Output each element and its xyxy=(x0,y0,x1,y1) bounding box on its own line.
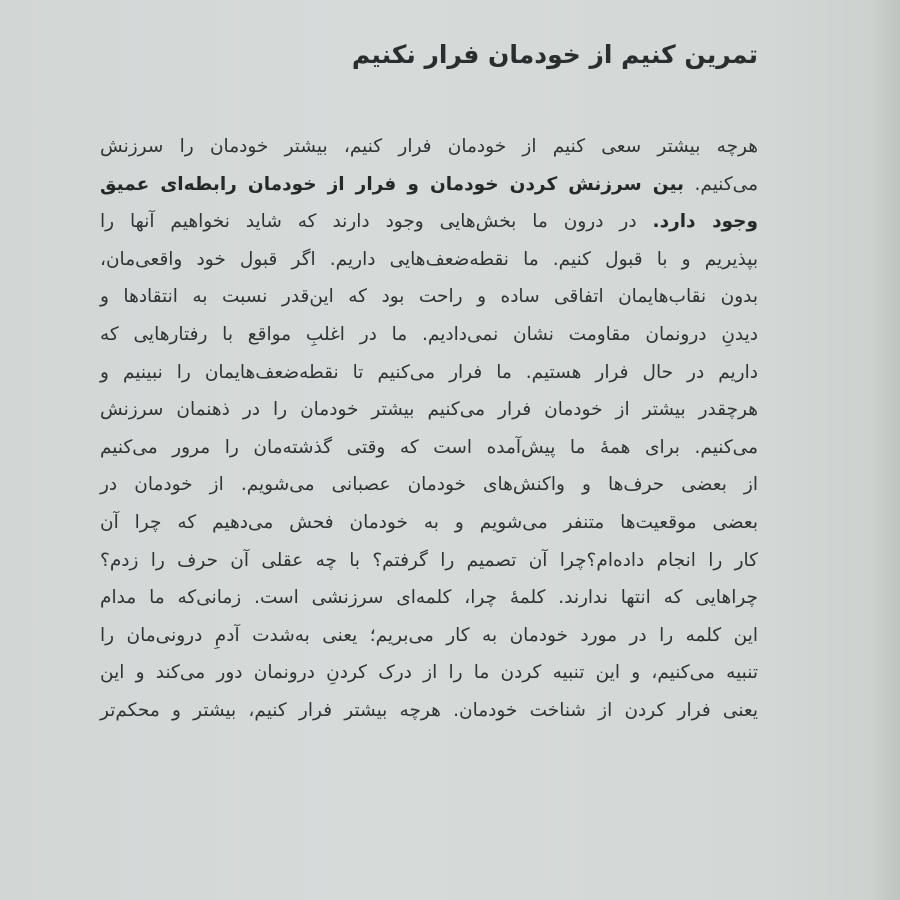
text-line: می‌کنیم. بین سرزنش کردن خودمان و فرار از خودمان رابطه‌ای عمیق xyxy=(100,173,758,195)
text-line: بدون نقاب‌هایمان اتفاقی ساده و راحت بود که این‌قدر نسبت به انتقادها و xyxy=(100,286,758,308)
text-line: داریم در حال فرار هستیم. ما فرار می‌کنیم تا نقطه‌ضعف‌هایمان را نبینیم و xyxy=(100,361,758,383)
text-line: بعضی موقعیت‌ها متنفر می‌شویم و به خودمان فحش می‌دهیم که چرا آن xyxy=(100,511,758,533)
text-line: این کلمه را در مورد خودمان به کار می‌بریم؛ یعنی به‌شدت آدمِ درونی‌مان را xyxy=(100,624,758,646)
page-edge-shadow xyxy=(870,0,900,900)
text-line: کار را انجام داده‌ام؟چرا آن تصمیم را گرفتم؟ با چه عقلی آن حرف را زدم؟ xyxy=(100,549,758,571)
section-title: تمرین کنیم از خودمان فرار نکنیم xyxy=(351,40,758,69)
text-line: یعنی فرار کردن از شناخت خودمان. هرچه بیشتر فرار کنیم، بیشتر و محکم‌تر xyxy=(100,699,758,721)
body-paragraph xyxy=(100,128,758,730)
text-line: وجود دارد. در درون ما بخش‌هایی وجود دارند که شاید نخواهیم آنها را xyxy=(100,211,758,233)
bold-sentence-end: وجود دارد. xyxy=(652,211,758,233)
text-line: هرچقدر بیشتر از خودمان فرار می‌کنیم بیشتر خودمان را در ذهنمان سرزنش xyxy=(100,399,758,421)
text-line: هرچه بیشتر سعی کنیم از خودمان فرار کنیم، بیشتر خودمان را سرزنش xyxy=(100,136,758,157)
book-page xyxy=(100,0,758,900)
bold-sentence: بین سرزنش کردن خودمان و فرار از خودمان رابطه‌ای عمیق xyxy=(100,173,684,195)
text-line: تنبیه می‌کنیم، و این تنبیه کردن ما را از درک کردنِ درونمان دور می‌کند و این xyxy=(100,662,758,684)
text-line: می‌کنیم. برای همهٔ ما پیش‌آمده است که وقتی گذشته‌مان را مرور می‌کنیم xyxy=(100,436,758,458)
text-line: از بعضی حرف‌ها و واکنش‌های خودمان عصبانی می‌شویم. از خودمان در xyxy=(100,474,758,496)
text-line: چراهایی که انتها ندارند. کلمهٔ چرا، کلمه‌ای سرزنشی است. زمانی‌که ما مدام xyxy=(100,587,758,609)
text-line: بپذیریم و با قبول کنیم. ما نقطه‌ضعف‌هایی داریم. اگر قبول خود واقعی‌مان، xyxy=(100,248,758,270)
text-line: دیدنِ درونمان مقاومت نشان نمی‌دادیم. ما در اغلبِ مواقع با رفتارهایی که xyxy=(100,323,758,345)
